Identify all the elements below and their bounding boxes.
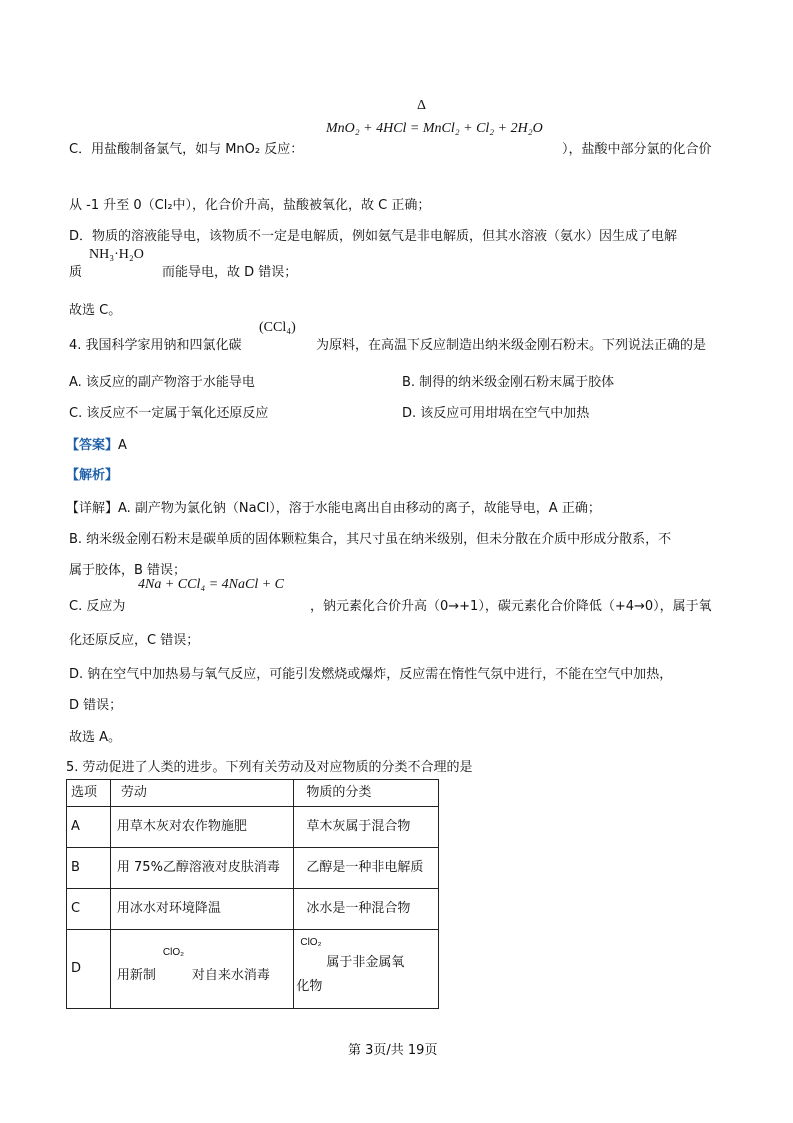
part-d-line1: D．物质的溶液能导电，该物质不一定是电解质，例如氨气是非电解质，但其水溶液（氨水）因生成了电解 — [69, 229, 678, 244]
cell-classification: 冰水是一种混合物 — [294, 889, 439, 930]
table-row — [67, 848, 439, 889]
cell-option: D — [67, 930, 111, 1009]
part-c-line2: 从 -1 升至 0（Cl₂中），化合价升高，盐酸被氧化，故 C 正确； — [69, 198, 431, 213]
part-c-line1-suffix: ），盐酸中部分氯的化合价 — [562, 142, 712, 157]
formula-clo2: ClO₂ — [300, 937, 322, 948]
part-d-line2-suffix: 而能导电，故 D 错误； — [162, 265, 298, 280]
header-classification: 物质的分类 — [294, 780, 439, 807]
q4-detail-a: 【详解】A. 副产物为氯化钠（NaCl），溶于水能电离出自由移动的离子，故能导电，A 正确； — [66, 501, 601, 516]
q4-detail-d1: D. 钠在空气中加热易与氧气反应，可能引发燃烧或爆炸，反应需在惰性气氛中进行，不能在空气中加热， — [69, 667, 673, 682]
cell-classification: 乙醇是一种非电解质 — [294, 848, 439, 889]
table-header-row — [67, 780, 439, 807]
cell-classification: 草木灰属于混合物 — [294, 807, 439, 848]
header-labor: 劳动 — [110, 780, 293, 807]
cell-option: B — [67, 848, 111, 889]
part-c-line1-prefix: C．用盐酸制备氯气，如与 MnO₂ 反应： — [69, 142, 304, 157]
table-row — [67, 930, 439, 1009]
page-footer: 第 3页/共 19页 — [348, 1043, 438, 1058]
cell-labor — [110, 930, 293, 1009]
q4-detail-d2: D 错误； — [69, 698, 123, 713]
answer-value: A — [118, 438, 127, 453]
q4-option-c: C. 该反应不一定属于氧化还原反应 — [69, 406, 269, 421]
cell-labor: 用冰水对环境降温 — [110, 889, 293, 930]
q4-stem-prefix: 4. 我国科学家用钠和四氯化碳 — [69, 338, 242, 353]
cls-line2: 化物 — [296, 979, 323, 994]
table-row — [67, 889, 439, 930]
cell-option: C — [67, 889, 111, 930]
cell-option: A — [67, 807, 111, 848]
delta-symbol: Δ — [417, 98, 427, 113]
equation-na-ccl4: 4Na + CCl₄ = 4NaCl + C — [138, 577, 285, 592]
answer-tag: 【答案】 — [66, 438, 119, 453]
part-d-line2-prefix: 质 — [69, 265, 83, 280]
cls-line1: 属于非金属氧 — [326, 955, 405, 970]
choose-a: 故选 A。 — [69, 730, 122, 745]
q5-stem: 5. 劳动促进了人类的进步。下列有关劳动及对应物质的分类不合理的是 — [66, 760, 473, 775]
formula-ccl4: (CCl₄) — [259, 320, 296, 335]
q4-option-b: B. 制得的纳米级金刚石粉末属于胶体 — [402, 375, 615, 390]
header-option: 选项 — [67, 780, 111, 807]
q4-detail-b2: 属于胶体，B 错误； — [69, 563, 187, 578]
cell-labor: 用草木灰对农作物施肥 — [110, 807, 293, 848]
answer-row — [66, 437, 127, 455]
q4-stem-suffix: 为原料，在高温下反应制造出纳米级金刚石粉末。下列说法正确的是 — [316, 338, 707, 353]
q4-option-a: A. 该反应的副产物溶于水能导电 — [69, 375, 255, 390]
q4-option-d: D. 该反应可用坩埚在空气中加热 — [402, 406, 590, 421]
formula-clo2: ClO₂ — [162, 947, 184, 958]
table-row — [67, 807, 439, 848]
labor-prefix: 用新制 — [116, 968, 156, 983]
cell-classification — [294, 930, 439, 1009]
choose-c: 故选 C。 — [69, 303, 122, 318]
analysis-tag: 【解析】 — [66, 468, 119, 483]
q4-detail-c-prefix: C. 反应为 — [69, 599, 126, 614]
q4-detail-b1: B. 纳米级金刚石粉末是碳单质的固体颗粒集合，其尺寸虽在纳米级别，但未分散在介质中形成分散系，不 — [69, 532, 672, 547]
formula-nh3-h2o: NH₃·H₂O — [89, 247, 144, 262]
q4-detail-c-suffix: ，钠元素化合价升高（0→+1），碳元素化合价降低（+4→0），属于氧 — [310, 599, 712, 614]
equation-mno2-hcl: MnO₂ + 4HCl = MnCl₂ + Cl₂ + 2H₂O — [326, 121, 543, 136]
labor-suffix: 对自来水消毒 — [191, 968, 270, 983]
q5-options-table — [66, 779, 439, 1009]
q4-detail-c2: 化还原反应，C 错误； — [69, 633, 200, 648]
cell-labor: 用 75%乙醇溶液对皮肤消毒 — [110, 848, 293, 889]
